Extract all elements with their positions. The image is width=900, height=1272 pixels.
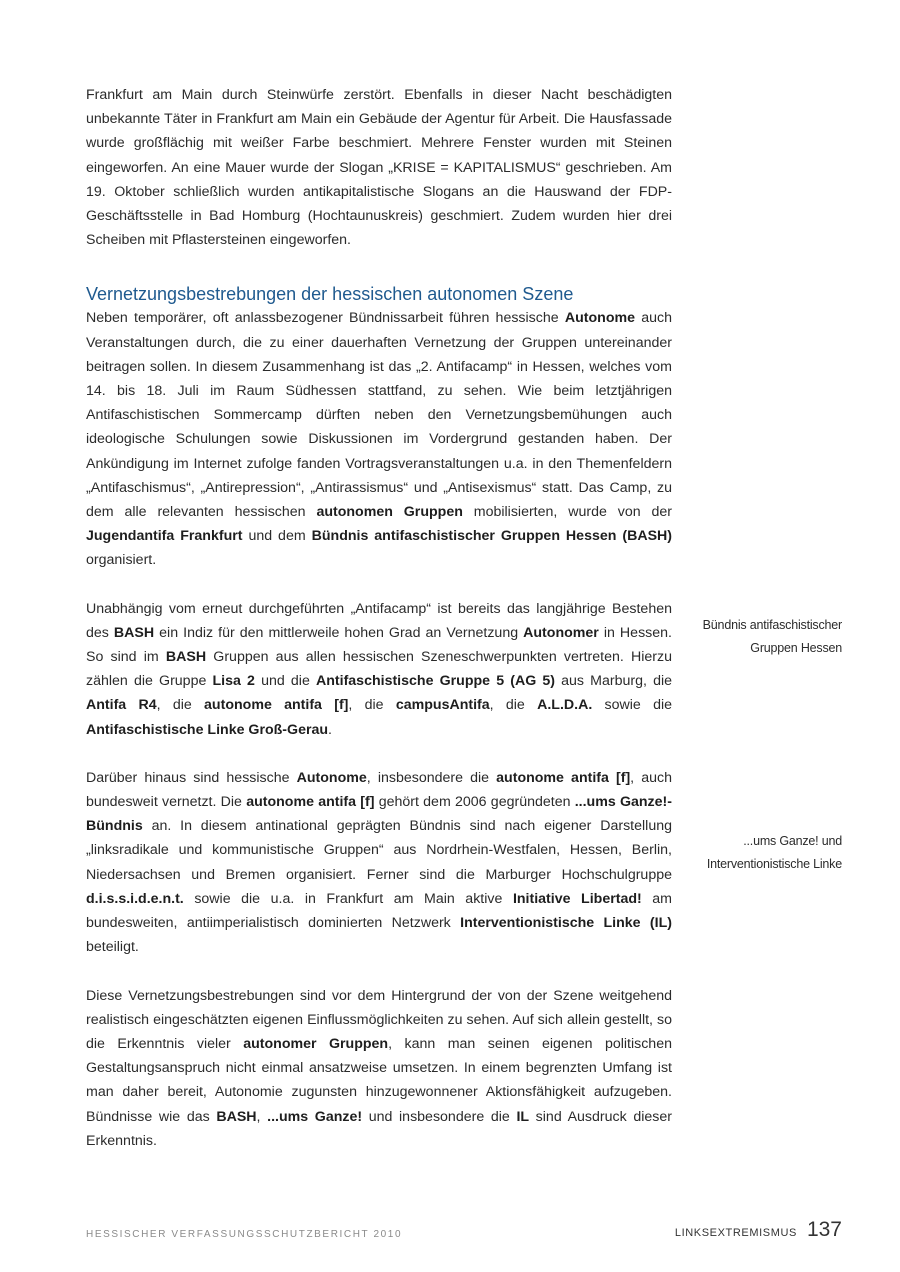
margin-note-line: ...ums Ganze! und [743,834,842,848]
bold-term: Autonome [296,769,367,786]
margin-note-line: Gruppen Hessen [750,641,842,655]
footer-page-info [675,1218,842,1242]
margin-note-line: Interventionistische Linke [706,857,842,871]
bold-term: Bündnis antifaschistischer Gruppen Hessen (BASH) [311,528,672,545]
paragraph-antifacamp [86,306,672,572]
bold-term: autonomen Gruppen [316,504,463,521]
text-run: Darüber hinaus sind hessische [86,769,297,786]
bold-term: autonome antifa [f] [246,794,375,811]
bold-term: Initiative Libertad! [512,890,642,907]
bold-term: IL [516,1108,530,1125]
text-run: am bundesweiten, antiimperialistisch dominierten Netzwerk [86,890,672,932]
text-run: , [256,1108,268,1125]
text-run: organisiert. [86,552,157,569]
text-run: , auch bundesweit vernetzt. Die [86,769,672,811]
bold-term: Autonome [564,310,636,327]
margin-note-line: Bündnis antifaschistischer [702,618,842,632]
text-run: in Hessen. So sind im [86,624,672,666]
footer-publication-title: HESSISCHER VERFASSUNGSSCHUTZBERICHT 2010 [86,1229,403,1240]
bold-term: Interventionistische Linke (IL) [460,915,672,932]
bold-term: Jugendantifa Frankfurt [86,528,243,545]
margin-note-ums-ganze [690,830,842,876]
text-run: gehört dem 2006 gegründeten [374,794,575,811]
text-run: auch Veranstaltungen durch, die zu einer dauerhaften Vernetzung der Gruppen untereinander beitragen sollen. In diesem Zusammenhang ist das „2. Antifacamp“ in Hessen, welches vom 14. bis 18. Juli im Raum Südhessen stattfand, zu sehen. Wie beim letztjährigen Antifaschistischen Sommercamp dürften neben den Vernetzungsbemühungen auch ideologische Schulungen sowie Diskussionen im Vordergrund gestanden haben. Der Ankündigung im Internet zufolge fanden Vortragsveranstaltungen u.a. in den Themenfeldern „Antifaschismus“, „Antirepression“, „Antirassismus“ und „Antisexismus“ statt. Das Camp, zu dem alle relevanten hessischen [86,310,672,521]
bold-term: d.i.s.s.i.d.e.n.t. [86,890,184,907]
text-run: aus Marburg, die [555,673,673,690]
text-run: Neben temporärer, oft anlassbezogener Bündnissarbeit führen hessische [86,310,565,327]
bold-term: autonomer Gruppen [243,1035,389,1052]
bold-term: BASH [216,1108,257,1125]
bold-term: BASH [113,624,155,641]
text-run: und dem [242,528,312,545]
bold-term: Antifa R4 [86,697,157,714]
text-run: und die [254,673,316,690]
text-run: beteiligt. [86,939,139,956]
section-heading: Vernetzungsbestrebungen der hessischen autonomen Szene [86,284,574,305]
bold-term: A.L.D.A. [537,697,593,714]
bold-term: autonome antifa [f] [496,769,631,786]
bold-term: Antifaschistische Linke Groß-Gerau [86,721,329,738]
bold-term: ...ums Ganze!-Bündnis [86,794,672,835]
bold-term: Antifaschistische Gruppe 5 (AG 5) [315,673,555,690]
footer-section-name: LINKSEXTREMISMUS [674,1227,797,1239]
text-run: Frankfurt am Main durch Steinwürfe zerstört. Ebenfalls in dieser Nacht beschädigten unbekannte Täter in Frankfurt am Main ein Gebäude der Agentur für Arbeit. Die Hausfassade wurde großflächig mit weißer Farbe beschmiert. Mehrere Fenster wurden mit Steinen eingeworfen. An eine Mauer wurde der Slogan „KRISE = KAPITALISMUS“ geschrieben. Am 19. Oktober schließlich wurden antikapitalistische Slogans an die Hauswand der FDP-Geschäftsstelle in Bad Homburg (Hochtaunuskreis) geschmiert. Zudem wurden hier drei Scheiben mit Pflastersteinen eingeworfen. [86,87,672,249]
margin-note-bash [690,614,842,660]
paragraph-national-network [86,766,672,960]
text-run: Diese Vernetzungsbestrebungen sind vor dem Hintergrund der von der Szene weitgehend realistisch eingeschätzten eigenen Einflussmöglichkeiten zu sehen. Auf sich allein gestellt, so die Erkenntnis vieler [86,987,672,1052]
bold-term: ...ums Ganze! [267,1108,363,1125]
text-run: sind Ausdruck dieser Erkenntnis. [86,1108,672,1149]
text-run: , die [348,697,396,714]
bold-term: Autonomer [523,624,599,641]
bold-term: campusAntifa [395,697,490,714]
text-run: ein Indiz für den mittlerweile hohen Grad an Vernetzung [154,624,524,641]
text-run: , die [489,697,538,714]
main-text-column [86,83,672,1153]
text-run: , kann man seinen eigenen politischen Gestaltungsanspruch nicht einmal ansatzweise umsetzen. In einem begrenzten Umfang ist man daher bereit, Autonomie zugunsten hinzugewonnener Aktionsfähigkeit aufzugeben. Bündnisse wie das [86,1035,672,1125]
bold-term: BASH [165,649,207,666]
text-run: , insbesondere die [366,769,497,786]
paragraph-conclusion [86,984,672,1153]
page-number: 137 [806,1218,842,1241]
text-run: mobilisierten, wurde von der [462,504,673,521]
text-run: , die [156,697,205,714]
text-run: Gruppen aus allen hessischen Szeneschwerpunkten vertreten. Hierzu zählen die Gruppe [86,649,672,690]
text-run: an. In diesem antinational geprägten Bündnis sind nach eigener Darstellung „linksradikale und kommunistische Gruppen“ aus Nordrhein-Westfalen, Hessen, Berlin, Niedersachsen und Bremen organisiert. Ferner sind die Marburger Hochschulgruppe [86,818,672,883]
text-run: sowie die u.a. in Frankfurt am Main aktive [183,890,513,907]
text-run: . [328,721,332,738]
text-run: sowie die [592,697,673,714]
paragraph-bash [86,597,672,742]
paragraph-attack-report [86,83,672,252]
bold-term: autonome antifa [f] [204,697,349,714]
text-run: Unabhängig vom erneut durchgeführten „Antifacamp“ ist bereits das langjährige Bestehen des [86,600,672,641]
text-run: und insbesondere die [362,1108,517,1125]
bold-term: Lisa 2 [212,673,255,690]
